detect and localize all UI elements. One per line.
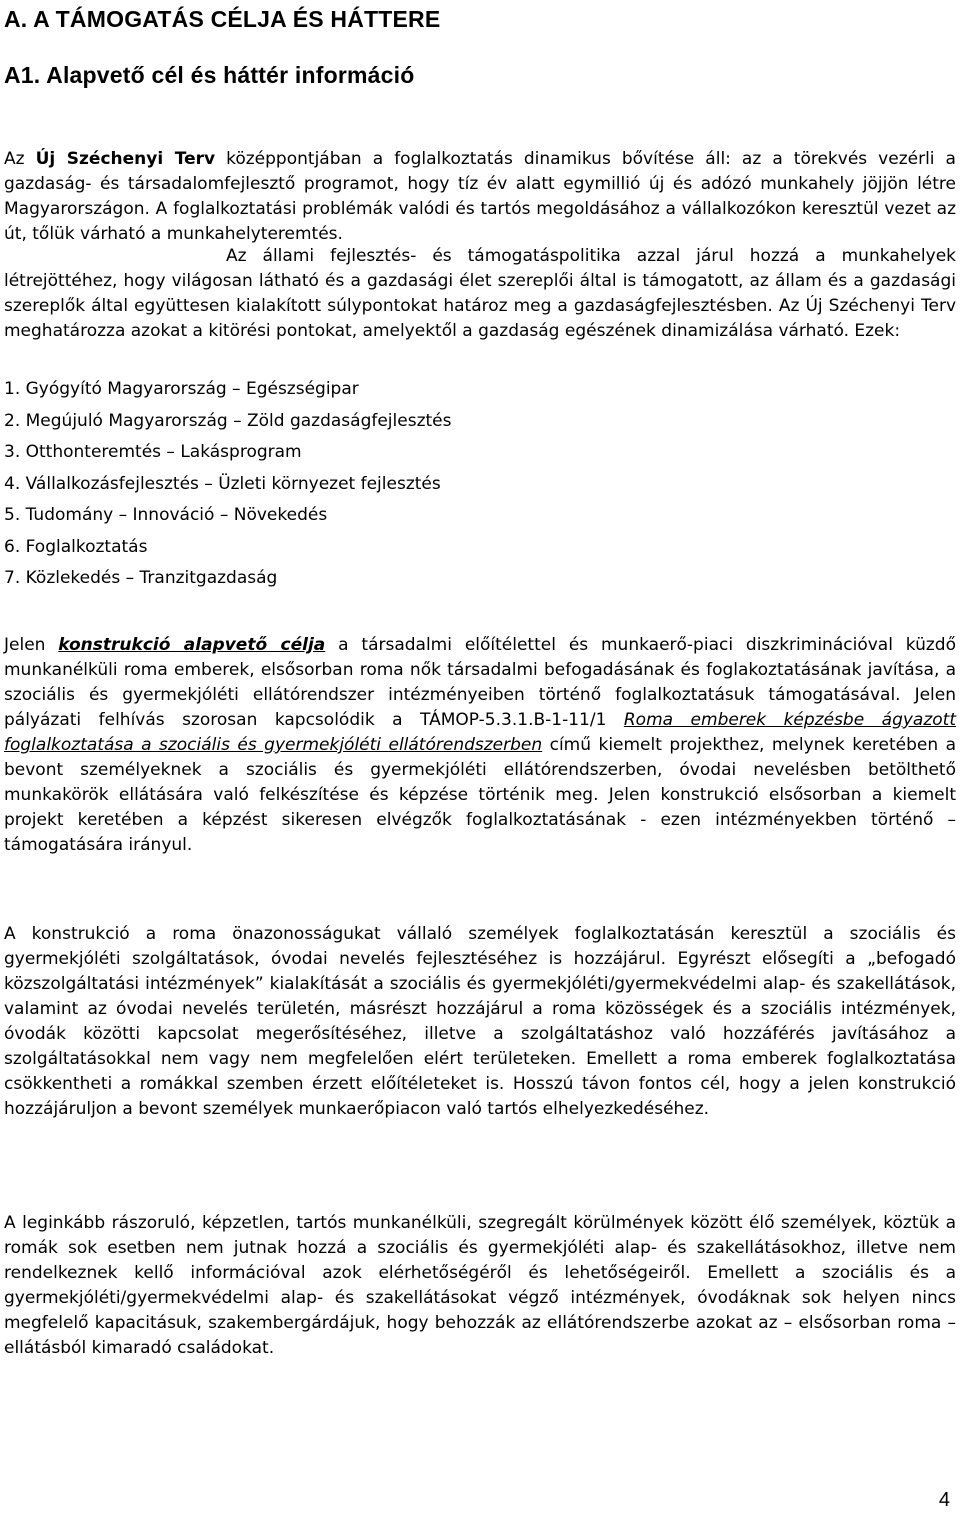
list-item: 1. Gyógyító Magyarország – Egészségipar — [4, 379, 359, 399]
construction-paragraph: A konstrukció a roma önazonosságukat vállaló személyek foglalkoztatásán keresztül a szociális és gyermekjóléti szolgáltatások, óvodai nevelés fejlesztéséhez is hozzájárul. Egyrészt elősegíti a „befogadó közszolgáltatási intézmények” kialakítását a szociális és gyermekjóléti/gyermekvédelmi alap- és szakellátások, valamint az óvodai nevelés területén, másrészt hozzájárul a roma közösségek és a szociális intézmények, óvodák közötti kapcsolat megerősítéséhez, illetve a szolgáltatáshoz való hozzáférés javításához a szolgáltatásokkal nem vagy nem megfelelően elért területeken. Emellett a roma emberek foglalkoztatása csökkentheti a romákkal szemben érzett előítéleteket is. Hosszú távon fontos cél, hogy a jelen konstrukció hozzájáruljon a bevont személyek munkaerőpiacon való tartós elhelyezkedéséhez. — [4, 924, 956, 1119]
list-item: 6. Foglalkoztatás — [4, 536, 148, 557]
goal-paragraph — [4, 633, 956, 858]
list-item: 4. Vállalkozásfejlesztés – Üzleti környezet fejlesztés — [4, 473, 441, 494]
intro-bold-term: Új Széchenyi Terv — [35, 149, 216, 169]
section-heading: A. A TÁMOGATÁS CÉLJA ÉS HÁTTERE — [4, 6, 441, 32]
list-item: 5. Tudomány – Innováció – Növekedés — [4, 505, 328, 525]
intro-cont: Az állami fejlesztés- és támogatáspolitika azzal járul hozzá a munkahelyek létrejöttéhez, hogy világosan látható és a gazdasági élet szereplői által is támogatott, az állam és a gazdasági szereplők által együttesen kialakított súlypontokat határoz meg a gazdaságfejlesztésben. Az Új Széchenyi Terv meghatározza azokat a kitörési pontokat, amelyektől a gazdaság egészének dinamizálása várható. Ezek: — [4, 246, 956, 341]
intro-continuation — [4, 244, 956, 369]
goal-post: című kiemelt projekthez, melynek keretében a bevont személyeknek a szociális és gyermekjóléti ellátórendszerben, óvodai nevelésben betölthető munkakörök ellátására való felkészítése és képzése történik meg. Jelen konstrukció elsősorban a kiemelt projekt keretében a képzést sikeresen elvégzők foglalkoztatásának - ezen intézményekben történő – támogatására irányul. — [4, 735, 957, 855]
list-item: 2. Megújuló Magyarország – Zöld gazdaságfejlesztés — [4, 410, 452, 431]
intro-pre: Az — [4, 149, 36, 169]
goal-pre: Jelen — [4, 635, 59, 655]
list-item: 3. Otthonteremtés – Lakásprogram — [4, 442, 302, 462]
intro-paragraph — [4, 147, 956, 247]
list-item: 7. Közlekedés – Tranzitgazdaság — [4, 568, 278, 588]
page-number: 4 — [938, 1489, 950, 1511]
goal-mid: a társadalmi előítélettel és munkaerő-piaci diszkriminációval küzdő munkanélküli roma emberek, elsősorban roma nők társadalmi befogadásának és foglakoztatásának javítása, a szociális és gyermekjóléti ellátórendszer intézményeiben történő foglalkoztatásuk támogatásával. Jelen pályázati felhívás szorosan kapcsolódik a TÁMOP-5.3.1.B-1-11/1 — [4, 635, 956, 730]
goal-emphasis: konstrukció alapvető célja — [58, 635, 326, 655]
target-group-paragraph: A leginkább rászoruló, képzetlen, tartós munkanélküli, szegregált körülmények között élő személyek, köztük a romák sok esetben nem jutnak hozzá a szociális és gyermekjóléti alap- és szakellátásokhoz, illetve nem rendelkeznek kellő információval azok elérhetőségéről és lehetőségeiről. Emellett a szociális és a gyermekjóléti/gyermekvédelmi alap- és szakellátásokat végző intézmények, óvodáknak sok helyen nincs megfelelő kapacitásuk, szakembergárdájuk, hogy behozzák az ellátórendszerbe azokat az – elsősorban roma –ellátásból kimaradó családokat. — [4, 1213, 956, 1358]
subsection-heading: A1. Alapvető cél és háttér információ — [4, 62, 415, 88]
intro-post: középpontjában a foglalkoztatás dinamikus bővítése áll: az a törekvés vezérli a gazdaság- és társadalomfejlesztő programot, hogy tíz év alatt egymillió új és adózó munkahely jöjjön létre Magyarországon. A foglalkoztatási problémák valódi és tartós megoldásához a vállalkozókon keresztül vezet az út, tőlük várható a munkahelyteremtés. — [4, 149, 956, 244]
breakout-points-list — [4, 377, 451, 598]
project-title: Roma emberek képzésbe ágyazott foglalkoztatása a szociális és gyermekjóléti ellátórendszerben — [4, 710, 956, 755]
